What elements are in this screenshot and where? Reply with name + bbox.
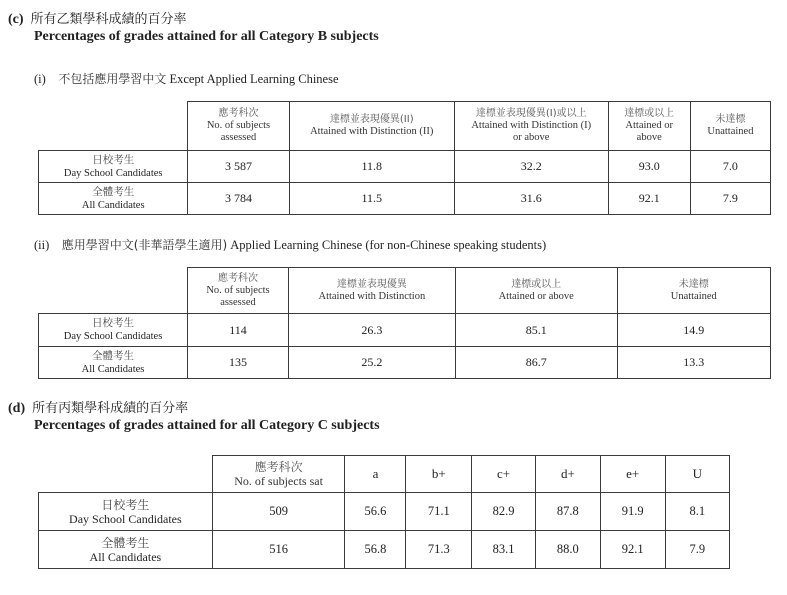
cell-value: 25.2 — [288, 347, 455, 379]
table-category-c — [38, 455, 730, 569]
part-ii-title-zh: 應用學習中文(非華語學生適用) — [61, 238, 228, 252]
table-row — [39, 531, 730, 569]
row-label-all-candidates: 全體考生 All Candidates — [39, 183, 188, 215]
cell-value: 71.1 — [406, 493, 472, 531]
row-label-all-candidates: 全體考生 All Candidates — [39, 531, 213, 569]
cell-value: 3 784 — [188, 183, 289, 215]
cell-value: 92.1 — [600, 531, 665, 569]
section-c-title-zh: 所有乙類學科成績的百分率 — [30, 12, 187, 27]
part-ii-heading — [34, 236, 546, 253]
cell-value: 88.0 — [535, 531, 600, 569]
header-distinction-ii: 達標並表現優異(II) Attained with Distinction (II) — [289, 102, 454, 151]
header-grade-e-plus: e+ — [600, 456, 665, 493]
cell-value: 91.9 — [600, 493, 665, 531]
header-unattained: 未達標 Unattained — [617, 268, 770, 314]
cell-value: 11.8 — [289, 151, 454, 183]
header-grade-b-plus: b+ — [406, 456, 472, 493]
cell-value: 93.0 — [608, 151, 690, 183]
part-i-heading — [34, 70, 339, 87]
row-label-all-candidates: 全體考生 All Candidates — [39, 347, 188, 379]
section-c-heading — [8, 11, 379, 45]
section-d-heading — [8, 400, 380, 434]
header-unattained: 未達標 Unattained — [690, 102, 770, 151]
cell-value: 56.6 — [345, 493, 406, 531]
header-grade-d-plus: d+ — [535, 456, 600, 493]
row-label-day-school: 日校考生 Day School Candidates — [39, 314, 188, 347]
part-i-title-zh: 不包括應用學習中文 — [58, 72, 167, 86]
part-ii-marker: (ii) — [34, 238, 50, 252]
cell-value: 82.9 — [472, 493, 536, 531]
cell-value: 56.8 — [345, 531, 406, 569]
cell-value: 32.2 — [454, 151, 608, 183]
part-i-title-en: Except Applied Learning Chinese — [169, 72, 339, 86]
part-i-marker: (i) — [34, 72, 46, 86]
header-grade-a: a — [345, 456, 406, 493]
section-c-marker: (c) — [8, 12, 24, 27]
header-distinction-i-or-above: 達標並表現優異(I)或以上 Attained with Distinction (I) or above — [454, 102, 608, 151]
table-row — [39, 183, 771, 215]
table-row — [39, 151, 771, 183]
header-attained-or-above: 達標或以上 Attained or above — [608, 102, 690, 151]
cell-value: 509 — [212, 493, 345, 531]
cell-value: 7.9 — [665, 531, 729, 569]
header-attained-or-above: 達標或以上 Attained or above — [455, 268, 617, 314]
cell-value: 92.1 — [608, 183, 690, 215]
cell-value: 7.9 — [690, 183, 770, 215]
table-row — [39, 347, 771, 379]
section-c-title-en: Percentages of grades attained for all Category B subjects — [34, 29, 379, 44]
cell-value: 135 — [188, 347, 289, 379]
table-row — [39, 493, 730, 531]
cell-value: 13.3 — [617, 347, 770, 379]
cell-value: 3 587 — [188, 151, 289, 183]
cell-value: 26.3 — [288, 314, 455, 347]
table-row — [39, 314, 771, 347]
part-ii-title-en: Applied Learning Chinese (for non-Chinese speaking students) — [230, 238, 547, 252]
cell-value: 86.7 — [455, 347, 617, 379]
table-header-row — [39, 102, 771, 151]
section-d-title-en: Percentages of grades attained for all Category C subjects — [34, 418, 380, 433]
cell-value: 83.1 — [472, 531, 536, 569]
cell-value: 85.1 — [455, 314, 617, 347]
table-applied-learning-chinese — [38, 267, 771, 379]
cell-value: 7.0 — [690, 151, 770, 183]
header-distinction: 達標並表現優異 Attained with Distinction — [288, 268, 455, 314]
header-grade-u: U — [665, 456, 729, 493]
section-d-marker: (d) — [8, 401, 26, 416]
row-label-day-school: 日校考生 Day School Candidates — [39, 493, 213, 531]
cell-value: 8.1 — [665, 493, 729, 531]
header-grade-c-plus: c+ — [472, 456, 536, 493]
header-subjects-assessed: 應考科次 No. of subjects assessed — [188, 102, 289, 151]
cell-value: 71.3 — [406, 531, 472, 569]
cell-value: 114 — [188, 314, 289, 347]
table-header-row — [39, 268, 771, 314]
cell-value: 516 — [212, 531, 345, 569]
row-label-day-school: 日校考生 Day School Candidates — [39, 151, 188, 183]
section-d-title-zh: 所有丙類學科成績的百分率 — [32, 401, 189, 416]
table-header-row — [39, 456, 730, 493]
cell-value: 87.8 — [535, 493, 600, 531]
header-subjects-assessed: 應考科次 No. of subjects assessed — [188, 268, 289, 314]
table-category-b-except-alc — [38, 101, 771, 215]
cell-value: 11.5 — [289, 183, 454, 215]
cell-value: 31.6 — [454, 183, 608, 215]
cell-value: 14.9 — [617, 314, 770, 347]
header-subjects-sat: 應考科次 No. of subjects sat — [212, 456, 345, 493]
